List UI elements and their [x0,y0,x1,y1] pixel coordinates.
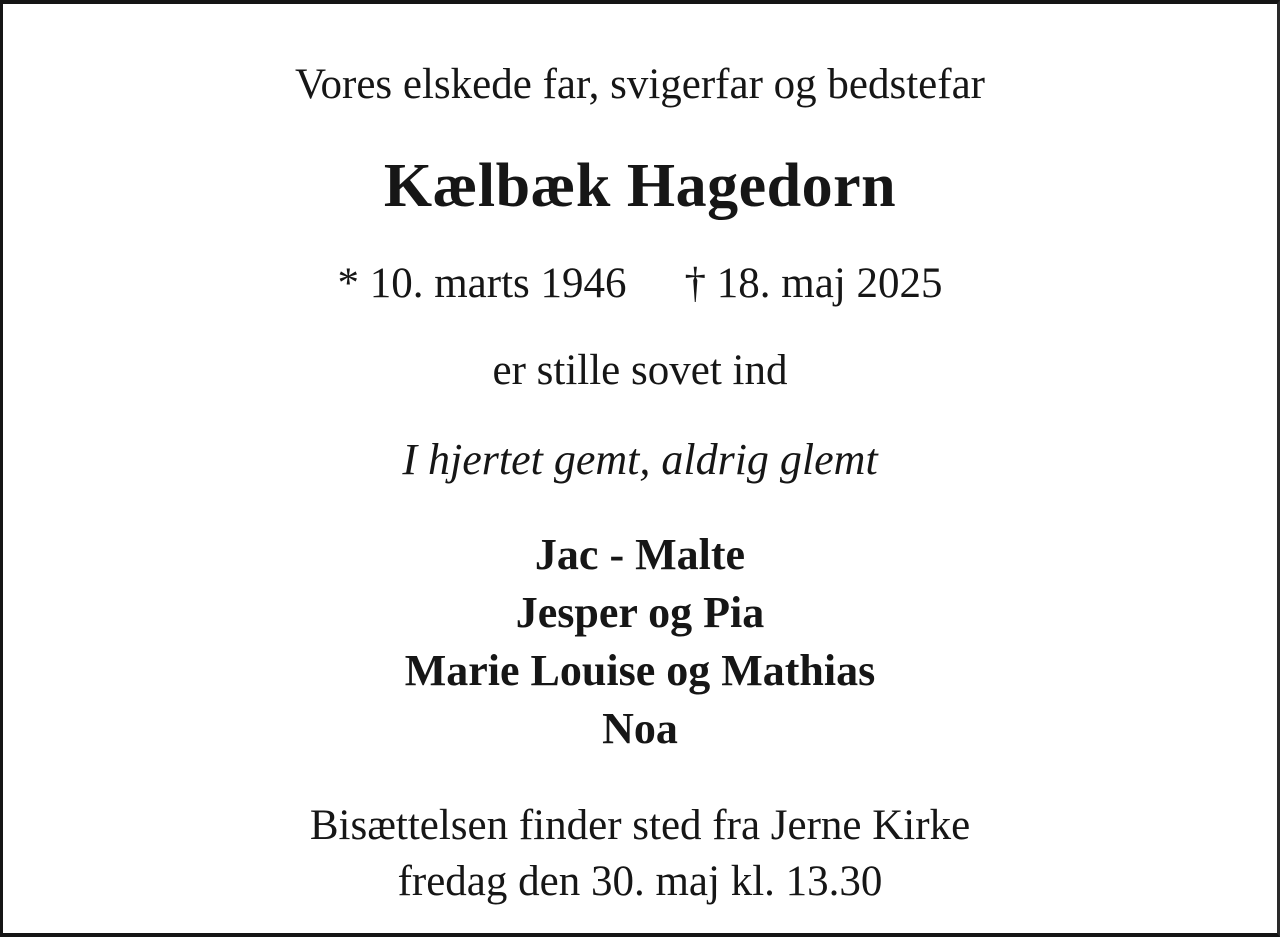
mourner-line: Noa [602,704,678,754]
ceremony-time-line: fredag den 30. maj kl. 13.30 [397,858,883,906]
mourner-line: Jac - Malte [534,530,746,580]
mourner-line: Marie Louise og Mathias [404,646,876,696]
birth-date: * 10. marts 1946 [337,260,627,308]
mourners-block [405,526,876,758]
passing-line: er stille sovet ind [492,346,788,394]
verse-line: I hjertet gemt, aldrig glemt [402,435,878,485]
mourner-line: Jesper og Pia [515,588,765,638]
death-date: † 18. maj 2025 [684,260,943,308]
ceremony-location-line: Bisættelsen finder sted fra Jerne Kirke [309,802,971,850]
ceremony-block [310,798,970,910]
intro-line: Vores elskede far, svigerfar og bedstefar [295,61,985,108]
dates-line [337,260,942,307]
obituary-notice [3,4,1277,910]
deceased-name: Kælbæk Hagedorn [383,152,897,221]
